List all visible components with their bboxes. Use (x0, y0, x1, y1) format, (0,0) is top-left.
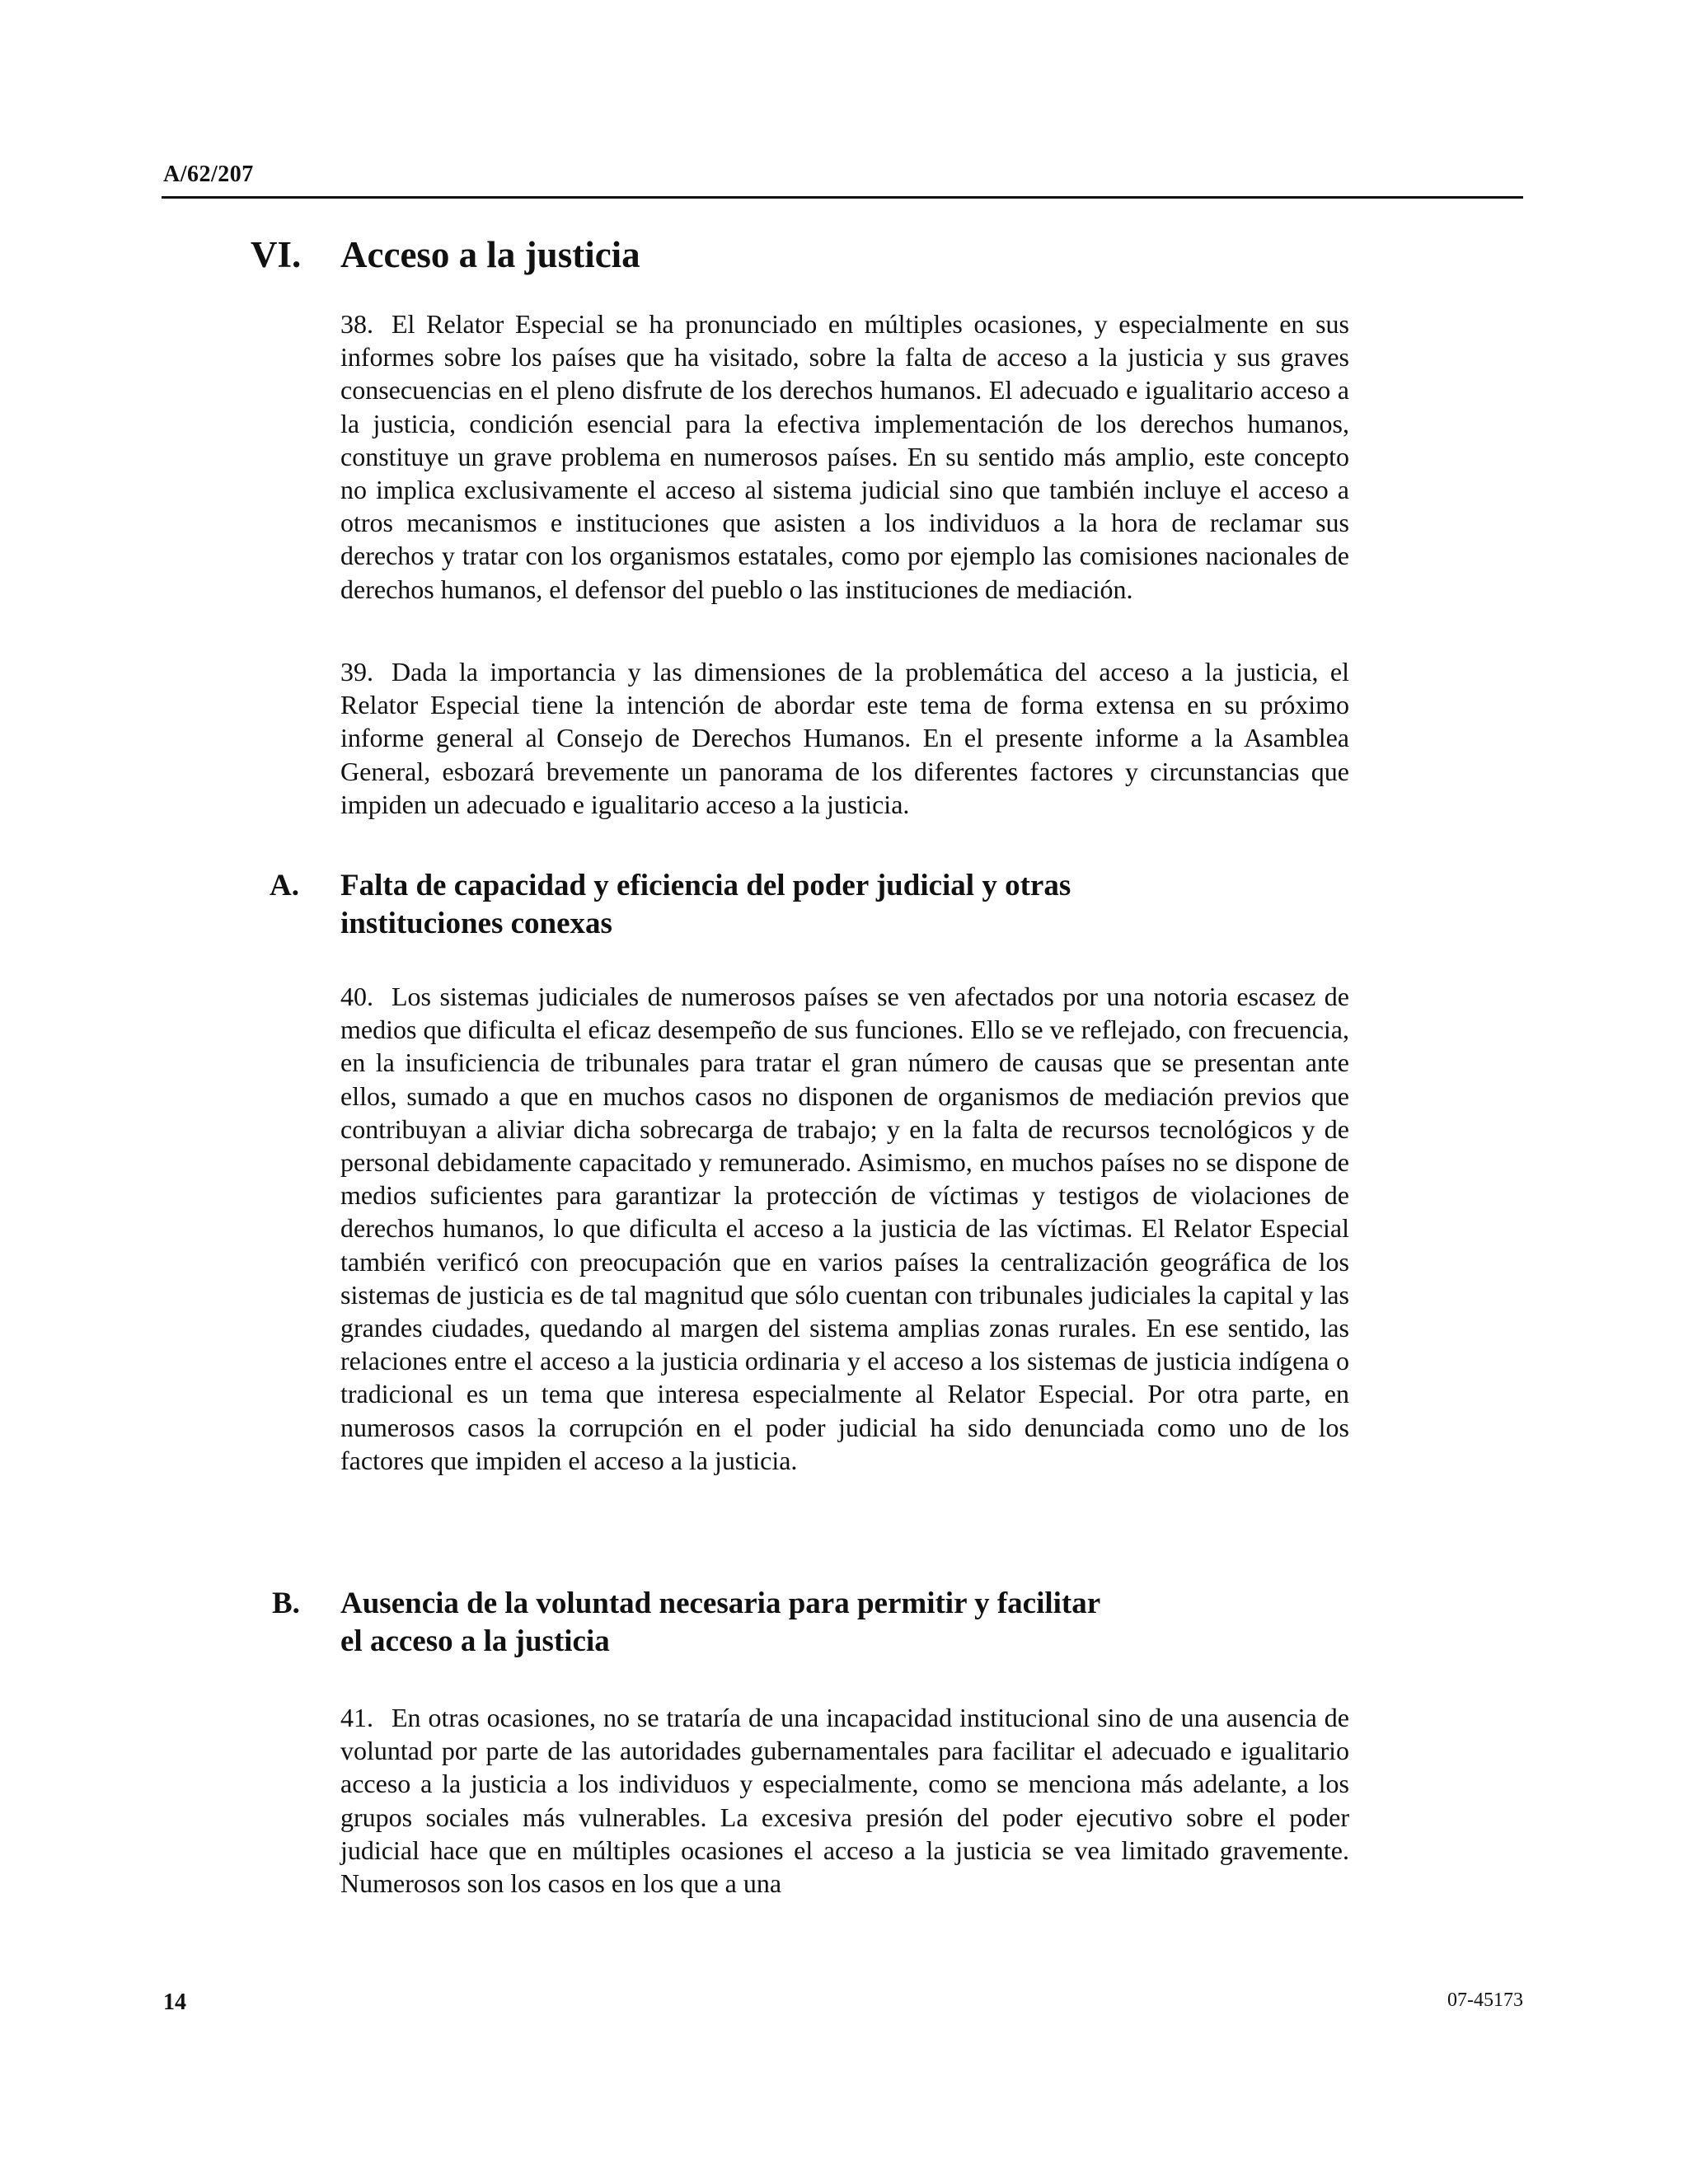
document-code: 07-45173 (1447, 1990, 1523, 2011)
subsection-b-title-line1: Ausencia de la voluntad necesaria para permitir y facilitar (340, 1586, 1101, 1620)
paragraph-number: 39. (340, 657, 373, 687)
paragraph-41 (340, 1701, 1349, 1900)
subsection-a-letter: A. (270, 869, 299, 902)
paragraph-number: 41. (340, 1703, 373, 1732)
paragraph-number: 40. (340, 982, 373, 1011)
document-symbol: A/62/207 (163, 162, 254, 187)
subsection-a-title-line2: instituciones conexas (340, 907, 612, 940)
paragraph-text: Los sistemas judiciales de numerosos países se ven afectados por una notoria escasez de medios que dificulta el eficaz desempeño de sus funciones. Ello se ve reflejado, con frecuencia, en la insuficiencia de tribunales para tratar el gran número de causas que se presentan ante ellos, sumado a que en muchos casos no disponen de organismos de mediación previos que contribuyan a aliviar dicha sobrecarga de trabajo; y en la falta de recursos tecnológicos y de personal debidamente capacitado y remunerado. Asimismo, en muchos países no se dispone de medios suficientes para garantizar la protección de víctimas y testigos de violaciones de derechos humanos, lo que dificulta el acceso a la justicia de las víctimas. El Relator Especial también verificó con preocupación que en varios países la centralización geográfica de los sistemas de justicia es de tal magnitud que sólo cuentan con tribunales judiciales la capital y las grandes ciudades, quedando al margen del sistema amplias zonas rurales. En ese sentido, las relaciones entre el acceso a la justicia ordinaria y el acceso a los sistemas de justicia indígena o tradicional es un tema que interesa especialmente al Relator Especial. Por otra parte, en numerosos casos la corrupción en el poder judicial ha sido denunciada como uno de los factores que impiden el acceso a la justicia. (340, 982, 1349, 1475)
paragraph-text: En otras ocasiones, no se trataría de una incapacidad institucional sino de una ausencia de voluntad por parte de las autoridades gubernamentales para facilitar el adecuado e igualitario acceso a la justicia a los individuos y especialmente, como se menciona más adelante, a los grupos sociales más vulnerables. La excesiva presión del poder ejecutivo sobre el poder judicial hace que en múltiples ocasiones el acceso a la justicia se vea limitado gravemente. Numerosos son los casos en los que a una (340, 1703, 1349, 1899)
section-title: Acceso a la justicia (340, 234, 640, 275)
header-rule (162, 196, 1523, 199)
page-number: 14 (163, 1990, 186, 2015)
paragraph-number: 38. (340, 309, 373, 339)
subsection-b-title-line2: el acceso a la justicia (340, 1624, 610, 1658)
paragraph-text: El Relator Especial se ha pronunciado en múltiples ocasiones, y especialmente en sus informes sobre los países que ha visitado, sobre la falta de acceso a la justicia y sus graves consecuencias en el pleno disfrute de los derechos humanos. El adecuado e igualitario acceso a la justicia, condición esencial para la efectiva implementación de los derechos humanos, constituye un grave problema en numerosos países. En su sentido más amplio, este concepto no implica exclusivamente el acceso al sistema judicial sino que también incluye el acceso a otros mecanismos e instituciones que asisten a los individuos a la hora de reclamar sus derechos y tratar con los organismos estatales, como por ejemplo las comisiones nacionales de derechos humanos, el defensor del pueblo o las instituciones de mediación. (340, 309, 1349, 604)
subsection-b-title (340, 1585, 1100, 1661)
paragraph-39 (340, 655, 1349, 821)
subsection-a-title (340, 867, 1071, 943)
section-number: VI. (251, 234, 302, 275)
paragraph-text: Dada la importancia y las dimensiones de la problemática del acceso a la justicia, el Relator Especial tiene la intención de abordar este tema de forma extensa en su próximo informe general al Consejo de Derechos Humanos. En el presente informe a la Asamblea General, esbozará brevemente un panorama de los diferentes factores y circunstancias que impiden un adecuado e igualitario acceso a la justicia. (340, 657, 1349, 819)
paragraph-38 (340, 307, 1349, 606)
subsection-a-title-line1: Falta de capacidad y eficiencia del poder judicial y otras (340, 869, 1071, 902)
paragraph-40 (340, 980, 1349, 1477)
subsection-b-letter: B. (272, 1586, 300, 1620)
